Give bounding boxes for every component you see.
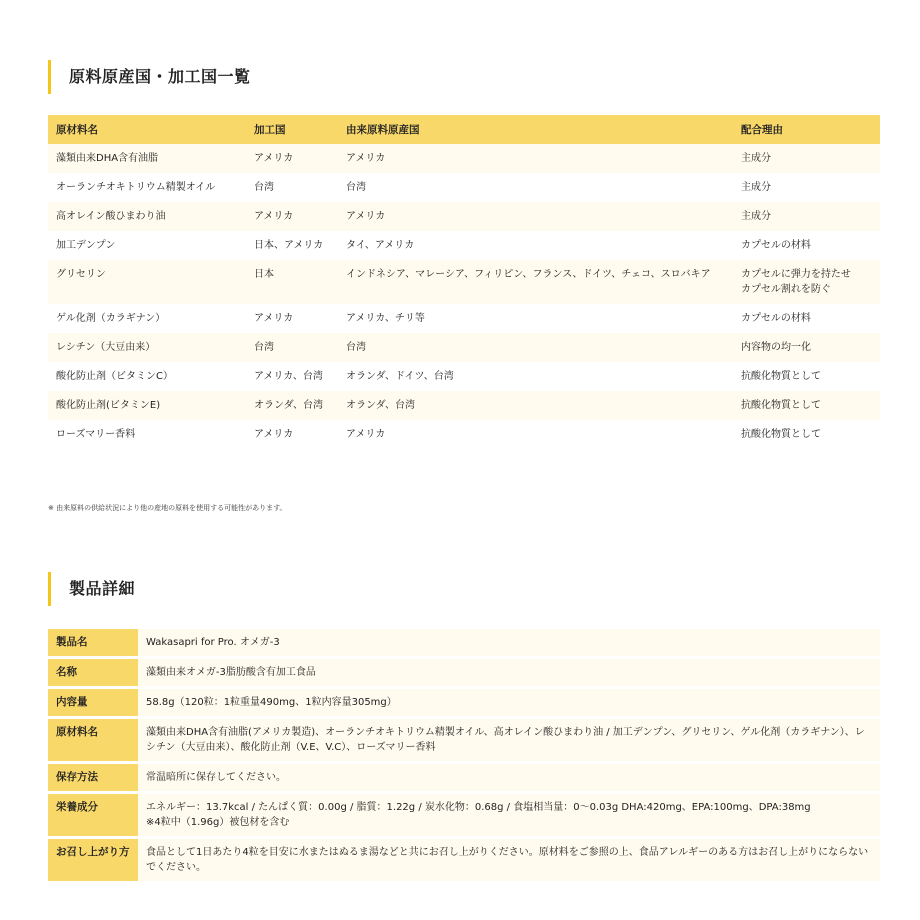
header-origin-country: 由来原料原産国 (338, 115, 733, 144)
table-row (48, 420, 880, 449)
origin-note: ※ 由来原料の供給状況により他の産地の原料を使用する可能性があります。 (48, 504, 287, 512)
detail-row (48, 839, 880, 881)
reason-cell: 主成分 (733, 144, 880, 173)
detail-label: 製品名 (48, 629, 138, 656)
detail-value: エネルギー：13.7kcal / たんぱく質：0.00g / 脂質：1.22g / 炭水化物：0.68g / 食塩相当量：0～0.03g DHA:420mg、EPA:100mg、DPA:38mg ※4粒中（1.96g）被包材を含む (138, 794, 880, 836)
detail-label: 栄養成分 (48, 794, 138, 836)
material-cell: レシチン（大豆由来） (48, 333, 246, 362)
detail-label: 名称 (48, 659, 138, 686)
table-row (48, 202, 880, 231)
reason-cell: 主成分 (733, 202, 880, 231)
table-row (48, 144, 880, 173)
reason-cell: カプセルに弾力を持たせ カプセル割れを防ぐ (733, 260, 880, 304)
table-row (48, 333, 880, 362)
origin-country-cell: アメリカ (338, 202, 733, 231)
detail-label: 原材料名 (48, 719, 138, 761)
processing-country-cell: オランダ、台湾 (246, 391, 338, 420)
detail-row (48, 719, 880, 761)
material-cell: ローズマリー香料 (48, 420, 246, 449)
reason-cell: 内容物の均一化 (733, 333, 880, 362)
reason-cell: 抗酸化物質として (733, 391, 880, 420)
detail-row (48, 629, 880, 656)
detail-section-title: 製品詳細 (48, 572, 135, 606)
detail-row (48, 764, 880, 791)
header-processing-country: 加工国 (246, 115, 338, 144)
processing-country-cell: アメリカ (246, 202, 338, 231)
detail-label: お召し上がり方 (48, 839, 138, 881)
reason-cell: カプセルの材料 (733, 304, 880, 333)
material-cell: オーランチオキトリウム精製オイル (48, 173, 246, 202)
table-row (48, 304, 880, 333)
material-cell: 藻類由来DHA含有油脂 (48, 144, 246, 173)
header-material: 原材料名 (48, 115, 246, 144)
processing-country-cell: 台湾 (246, 173, 338, 202)
origin-country-cell: アメリカ (338, 144, 733, 173)
origin-table (48, 115, 880, 449)
detail-value: Wakasapri for Pro. オメガ-3 (138, 629, 880, 656)
origin-country-cell: 台湾 (338, 333, 733, 362)
detail-value: 藻類由来DHA含有油脂(アメリカ製造)、オーランチオキトリウム精製オイル、高オレイン酸ひまわり油 / 加工デンプン、グリセリン、ゲル化剤（カラギナン）、レシチン（大豆由来）、酸化防止剤（V.E、V.C）、ローズマリー香料 (138, 719, 880, 761)
table-row (48, 362, 880, 391)
detail-value: 食品として1日あたり4粒を目安に水またはぬるま湯などと共にお召し上がりください。原材料をご参照の上、食品アレルギーのある方はお召し上がりにならないでください。 (138, 839, 880, 881)
reason-cell: 主成分 (733, 173, 880, 202)
product-detail-table (48, 626, 880, 884)
processing-country-cell: アメリカ (246, 144, 338, 173)
processing-country-cell: アメリカ、台湾 (246, 362, 338, 391)
header-reason: 配合理由 (733, 115, 880, 144)
material-cell: 酸化防止剤（ビタミンC） (48, 362, 246, 391)
origin-country-cell: アメリカ (338, 420, 733, 449)
table-row (48, 260, 880, 304)
processing-country-cell: 台湾 (246, 333, 338, 362)
reason-cell: 抗酸化物質として (733, 362, 880, 391)
origin-table-header-row (48, 115, 880, 144)
origin-country-cell: アメリカ、チリ等 (338, 304, 733, 333)
processing-country-cell: アメリカ (246, 420, 338, 449)
table-row (48, 173, 880, 202)
reason-cell: カプセルの材料 (733, 231, 880, 260)
material-cell: 酸化防止剤(ビタミンE) (48, 391, 246, 420)
origin-country-cell: タイ、アメリカ (338, 231, 733, 260)
origin-country-cell: オランダ、台湾 (338, 391, 733, 420)
origin-section-title: 原料原産国・加工国一覧 (48, 60, 251, 94)
processing-country-cell: 日本 (246, 260, 338, 304)
processing-country-cell: アメリカ (246, 304, 338, 333)
origin-country-cell: 台湾 (338, 173, 733, 202)
processing-country-cell: 日本、アメリカ (246, 231, 338, 260)
origin-country-cell: オランダ、ドイツ、台湾 (338, 362, 733, 391)
material-cell: 加工デンプン (48, 231, 246, 260)
detail-value: 58.8g（120粒：1粒重量490mg、1粒内容量305mg） (138, 689, 880, 716)
table-row (48, 231, 880, 260)
detail-value: 常温暗所に保存してください。 (138, 764, 880, 791)
reason-cell: 抗酸化物質として (733, 420, 880, 449)
detail-row (48, 659, 880, 686)
detail-label: 保存方法 (48, 764, 138, 791)
origin-country-cell: インドネシア、マレーシア、フィリピン、フランス、ドイツ、チェコ、スロバキア (338, 260, 733, 304)
detail-row (48, 794, 880, 836)
detail-label: 内容量 (48, 689, 138, 716)
table-row (48, 391, 880, 420)
material-cell: 高オレイン酸ひまわり油 (48, 202, 246, 231)
material-cell: グリセリン (48, 260, 246, 304)
detail-row (48, 689, 880, 716)
material-cell: ゲル化剤（カラギナン） (48, 304, 246, 333)
detail-value: 藻類由来オメガ-3脂肪酸含有加工食品 (138, 659, 880, 686)
